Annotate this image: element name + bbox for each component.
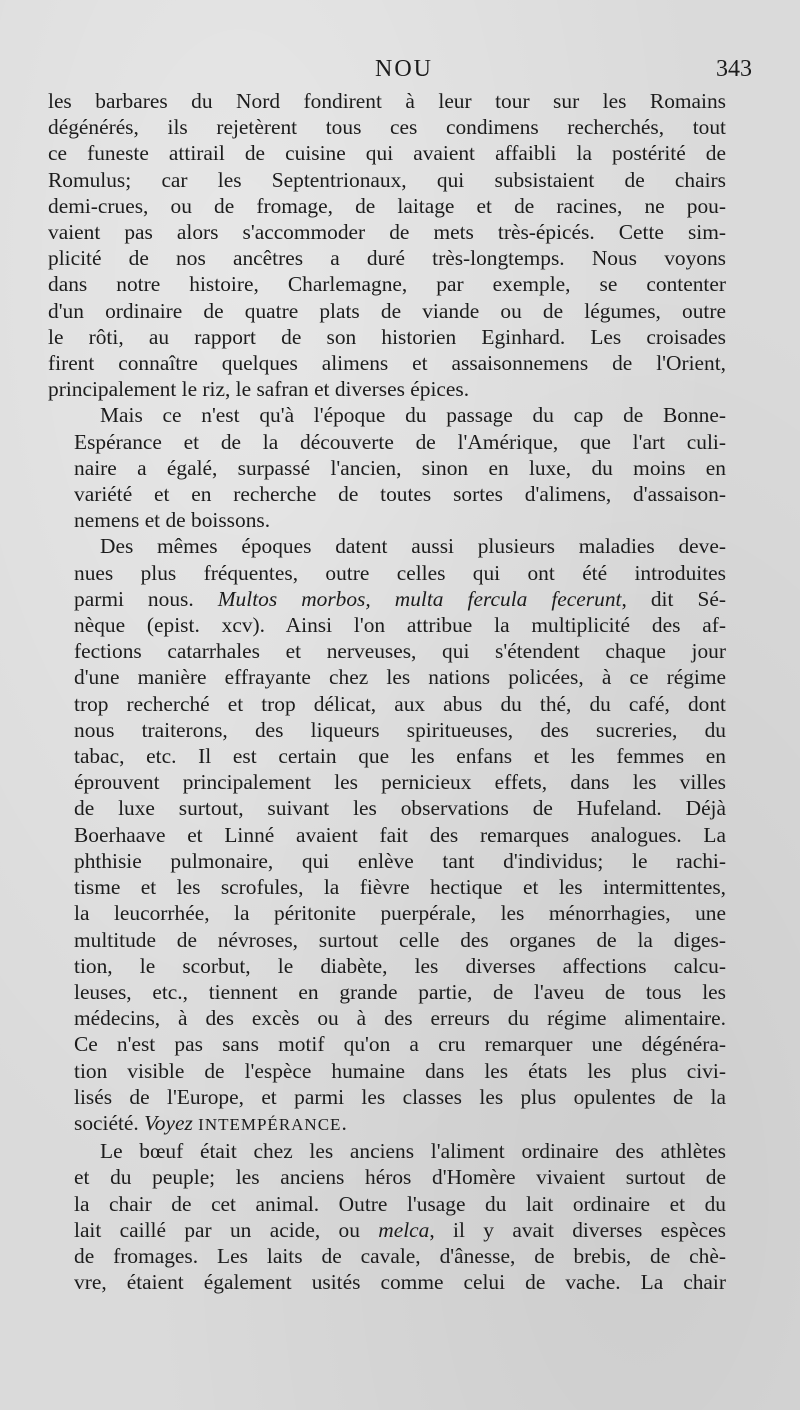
text-line: le rôti, au rapport de son historien Eginhard. Les croisades xyxy=(48,324,726,349)
text-line: vaient pas alors s'accommoder de mets très-épicés. Cette sim- xyxy=(48,220,726,245)
text-line: Des mêmes époques datent aussi plusieurs maladies deve- xyxy=(100,534,726,559)
text-line: dans notre histoire, Charlemagne, par exemple, se contenter xyxy=(48,272,726,297)
text-line: les barbares du Nord fondirent à leur tour sur les Romains xyxy=(48,89,726,113)
body-text xyxy=(48,88,726,1295)
text-line: Romulus; car les Septentrionaux, qui subsistaient de chairs xyxy=(48,167,726,192)
text-line: dégénérés, ils rejetèrent tous ces condimens recherchés, tout xyxy=(48,115,726,140)
text-line: éprouvent principalement les pernicieux effets, dans les villes xyxy=(74,770,726,795)
text-line: Ce n'est pas sans motif qu'on a cru remarquer une dégénéra- xyxy=(74,1032,726,1057)
text-line: firent connaître quelques alimens et assaisonnemens de l'Orient, xyxy=(48,351,726,376)
text-line: nues plus fréquentes, outre celles qui ont été introduites xyxy=(74,560,726,585)
text-line: tion visible de l'espèce humaine dans les états les plus civi- xyxy=(74,1058,726,1083)
text-line: phthisie pulmonaire, qui enlève tant d'individus; le rachi- xyxy=(74,848,726,873)
paragraph xyxy=(48,88,726,402)
text-line: trop recherché et trop délicat, aux abus du thé, du café, dont xyxy=(74,691,726,716)
text-line: nemens et de boissons. xyxy=(74,508,271,533)
text-line: Mais ce n'est qu'à l'époque du passage du cap de Bonne- xyxy=(100,403,726,428)
page-number: 343 xyxy=(716,56,752,82)
text-line: plicité de nos ancêtres a duré très-longtemps. Nous voyons xyxy=(48,246,726,271)
paragraph xyxy=(48,533,726,1138)
paragraph xyxy=(48,1138,726,1295)
text-line: fections catarrhales et nerveuses, qui s'étendent chaque jour xyxy=(74,639,726,664)
text-line: de fromages. Les laits de cavale, d'ânesse, de brebis, de chè- xyxy=(74,1243,726,1268)
text-line: société. Voyez INTEMPÉRANCE. xyxy=(74,1110,347,1135)
text-line: lisés de l'Europe, et parmi les classes les plus opulentes de la xyxy=(74,1084,726,1109)
text-line: la chair de cet animal. Outre l'usage du lait ordinaire et du xyxy=(74,1191,726,1216)
text-line: multitude de névroses, surtout celle des organes de la diges- xyxy=(74,927,726,952)
text-line: nous traiterons, des liqueurs spiritueuses, des sucreries, du xyxy=(74,717,726,742)
text-line: ce funeste attirail de cuisine qui avaient affaibli la postérité de xyxy=(48,141,726,166)
text-line: tisme et les scrofules, la fièvre hectique et les intermittentes, xyxy=(74,875,726,900)
text-line: médecins, à des excès ou à des erreurs du régime alimentaire. xyxy=(74,1006,726,1031)
text-line: vre, étaient également usités comme celui de vache. La chair xyxy=(74,1270,726,1295)
text-line: la leucorrhée, la péritonite puerpérale, les ménorrhagies, une xyxy=(74,901,726,926)
text-line: Le bœuf était chez les anciens l'aliment ordinaire des athlètes xyxy=(100,1139,726,1164)
text-line: nèque (epist. xcv). Ainsi l'on attribue la multiplicité des af- xyxy=(74,613,726,638)
text-line: leuses, etc., tiennent en grande partie, de l'aveu de tous les xyxy=(74,979,726,1004)
text-line: Boerhaave et Linné avaient fait des remarques analogues. La xyxy=(74,822,726,847)
text-line: Espérance et de la découverte de l'Amérique, que l'art culi- xyxy=(74,429,726,454)
text-line: tion, le scorbut, le diabète, les diverses affections calcu- xyxy=(74,953,726,978)
text-line: tabac, etc. Il est certain que les enfans et les femmes en xyxy=(74,744,726,769)
text-line: de luxe surtout, suivant les observations de Hufeland. Déjà xyxy=(74,796,726,821)
text-line: variété et en recherche de toutes sortes d'alimens, d'assaison- xyxy=(74,482,726,507)
text-line: demi-crues, ou de fromage, de laitage et de racines, ne pou- xyxy=(48,193,726,218)
text-line: parmi nous. Multos morbos, multa fercula fecerunt, dit Sé- xyxy=(74,586,726,611)
paragraph xyxy=(48,402,726,533)
text-line: d'une manière effrayante chez les nations policées, à ce régime xyxy=(74,665,726,690)
text-line: principalement le riz, le safran et diverses épices. xyxy=(48,377,470,402)
text-line: lait caillé par un acide, ou melca, il y avait diverses espèces xyxy=(74,1217,726,1242)
text-line: d'un ordinaire de quatre plats de viande ou de légumes, outre xyxy=(48,298,726,323)
running-head: NOU xyxy=(375,56,433,82)
page-header xyxy=(48,56,760,86)
text-line: naire a égalé, surpassé l'ancien, sinon en luxe, du moins en xyxy=(74,455,726,480)
text-line: et du peuple; les anciens héros d'Homère vivaient surtout de xyxy=(74,1165,726,1190)
